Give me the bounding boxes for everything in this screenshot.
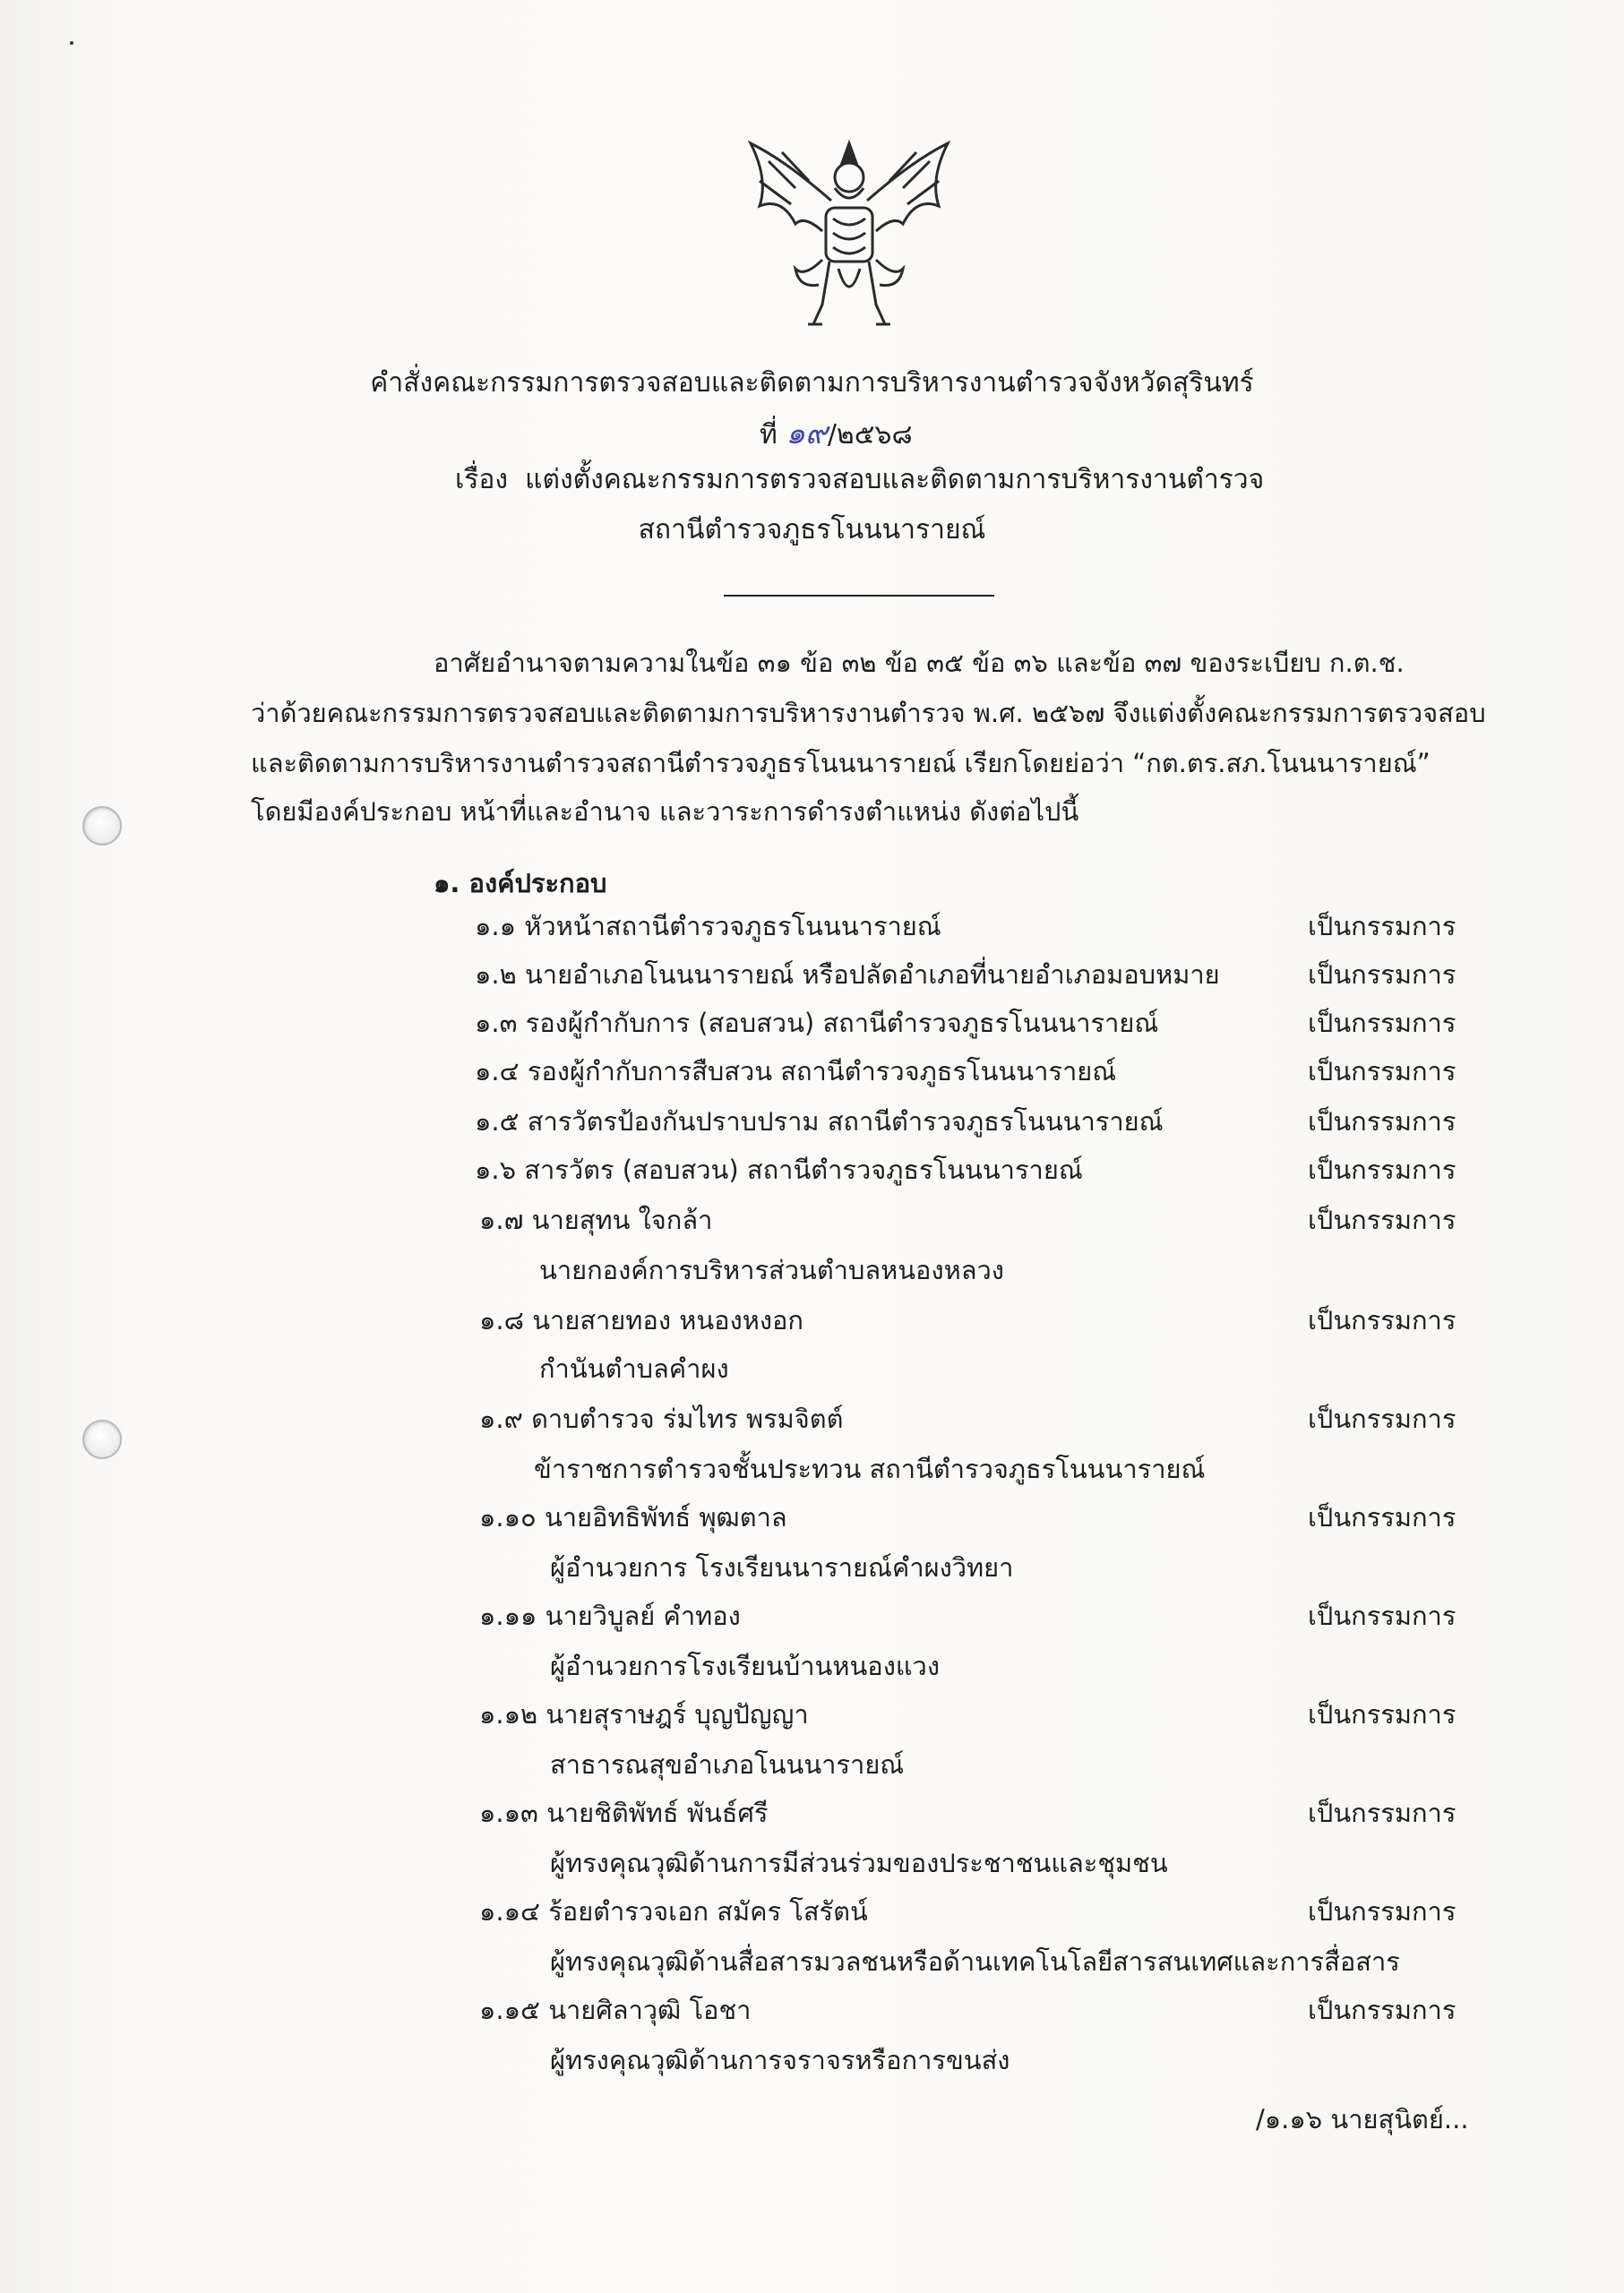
scan-speck — [70, 41, 73, 45]
member-1-13-position: ผู้ทรงคุณวุฒิด้านการมีส่วนร่วมของประชาชนและชุมชน — [550, 1848, 1168, 1878]
preamble-line-2: ว่าด้วยคณะกรรมการตรวจสอบและติดตามการบริหารงานตำรวจ พ.ศ. ๒๕๖๗ จึงแต่งตั้งคณะกรรมการตรวจสอบ — [251, 698, 1486, 728]
member-1-3-role: เป็นกรรมการ — [1308, 1008, 1456, 1038]
order-number-handwritten: ๑๙ — [786, 416, 828, 451]
member-1-10-position: ผู้อำนวยการ โรงเรียนนารายณ์คำผงวิทยา — [550, 1552, 1014, 1583]
heading-divider — [724, 595, 994, 597]
member-1-11-role: เป็นกรรมการ — [1308, 1601, 1456, 1631]
section-title: ๑. องค์ประกอบ — [434, 868, 607, 898]
member-1-12-role: เป็นกรรมการ — [1308, 1699, 1456, 1730]
member-1-7: ๑.๗ นายสุทน ใจกล้า — [479, 1205, 713, 1235]
member-1-2-role: เป็นกรรมการ — [1308, 959, 1456, 990]
member-1-11-position: ผู้อำนวยการโรงเรียนบ้านหนองแวง — [550, 1651, 940, 1681]
order-number — [760, 408, 913, 457]
member-1-10: ๑.๑๐ นายอิทธิพัทธ์ พุฒตาล — [479, 1502, 787, 1533]
garuda-emblem-icon — [733, 125, 966, 340]
member-1-8-role: เป็นกรรมการ — [1308, 1305, 1456, 1335]
member-1-14: ๑.๑๔ ร้อยตำรวจเอก สมัคร โสรัตน์ — [479, 1896, 868, 1927]
member-1-3: ๑.๓ รองผู้กำกับการ (สอบสวน) สถานีตำรวจภูธรโนนนารายณ์ — [475, 1008, 1159, 1038]
order-heading: คำสั่งคณะกรรมการตรวจสอบและติดตามการบริหารงานตำรวจจังหวัดสุรินทร์ — [370, 367, 1254, 399]
member-1-11: ๑.๑๑ นายวิบูลย์ คำทอง — [479, 1601, 741, 1631]
order-subject — [455, 459, 1264, 501]
member-1-5-role: เป็นกรรมการ — [1308, 1106, 1456, 1137]
member-1-10-role: เป็นกรรมการ — [1308, 1502, 1456, 1533]
member-1-12: ๑.๑๒ นายสุราษฎร์ บุญปัญญา — [479, 1699, 809, 1730]
member-1-14-position: ผู้ทรงคุณวุฒิด้านสื่อสารมวลชนหรือด้านเทคโนโลยีสารสนเทศและการสื่อสาร — [550, 1946, 1400, 1977]
member-1-15-role: เป็นกรรมการ — [1308, 1995, 1456, 2025]
member-1-8: ๑.๘ นายสายทอง หนองหงอก — [479, 1305, 803, 1335]
punch-hole-bottom — [82, 1420, 122, 1459]
member-1-5: ๑.๕ สารวัตรป้องกันปราบปราม สถานีตำรวจภูธรโนนนารายณ์ — [475, 1106, 1164, 1137]
member-1-15: ๑.๑๕ นายศิลาวุฒิ โอชา — [479, 1995, 752, 2025]
preamble-line-3: และติดตามการบริหารงานตำรวจสถานีตำรวจภูธรโนนนารายณ์ เรียกโดยย่อว่า “กต.ตร.สภ.โนนนารายณ์” — [251, 748, 1431, 778]
member-1-7-role: เป็นกรรมการ — [1308, 1205, 1456, 1235]
subject-line-2: สถานีตำรวจภูธรโนนนารายณ์ — [638, 514, 986, 545]
member-1-12-position: สาธารณสุขอำเภอโนนนารายณ์ — [550, 1749, 905, 1780]
member-1-7-position: นายกองค์การบริหารส่วนตำบลหนองหลวง — [539, 1255, 1004, 1285]
preamble-line-1: อาศัยอำนาจตามความในข้อ ๓๑ ข้อ ๓๒ ข้อ ๓๕ ข้อ ๓๖ และข้อ ๓๗ ของระเบียบ ก.ต.ช. — [434, 648, 1405, 678]
member-1-4: ๑.๔ รองผู้กำกับการสืบสวน สถานีตำรวจภูธรโนนนารายณ์ — [475, 1056, 1117, 1086]
order-number-suffix: /๒๕๖๘ — [827, 419, 913, 451]
subject-line-1: แต่งตั้งคณะกรรมการตรวจสอบและติดตามการบริหารงานตำรวจ — [525, 464, 1265, 495]
member-1-9-position: ข้าราชการตำรวจชั้นประทวน สถานีตำรวจภูธรโนนนารายณ์ — [534, 1454, 1206, 1484]
member-1-13: ๑.๑๓ นายชิติพัทธ์ พันธ์ศรี — [479, 1798, 769, 1828]
member-1-1: ๑.๑ หัวหน้าสถานีตำรวจภูธรโนนนารายณ์ — [475, 911, 941, 941]
member-1-15-position: ผู้ทรงคุณวุฒิด้านการจราจรหรือการขนส่ง — [550, 2045, 1010, 2075]
punch-hole-top — [82, 806, 122, 846]
member-1-1-role: เป็นกรรมการ — [1308, 911, 1456, 941]
member-1-14-role: เป็นกรรมการ — [1308, 1896, 1456, 1927]
order-number-prefix: ที่ — [760, 419, 778, 451]
member-1-8-position: กำนันตำบลคำผง — [539, 1353, 729, 1384]
member-1-6: ๑.๖ สารวัตร (สอบสวน) สถานีตำรวจภูธรโนนนารายณ์ — [475, 1155, 1083, 1185]
member-1-13-role: เป็นกรรมการ — [1308, 1798, 1456, 1828]
member-1-2: ๑.๒ นายอำเภอโนนนารายณ์ หรือปลัดอำเภอที่นายอำเภอมอบหมาย — [475, 959, 1220, 990]
member-1-4-role: เป็นกรรมการ — [1308, 1056, 1456, 1086]
member-1-9: ๑.๙ ดาบตำรวจ ร่มไทร พรมจิตต์ — [479, 1404, 844, 1434]
preamble-line-4: โดยมีองค์ประกอบ หน้าที่และอำนาจ และวาระการดำรงตำแหน่ง ดังต่อไปนี้ — [251, 796, 1079, 827]
continuation-note: /๑.๑๖ นายสุนิตย์... — [1256, 2104, 1469, 2134]
member-1-9-role: เป็นกรรมการ — [1308, 1404, 1456, 1434]
subject-label: เรื่อง — [455, 464, 509, 495]
member-1-6-role: เป็นกรรมการ — [1308, 1155, 1456, 1185]
